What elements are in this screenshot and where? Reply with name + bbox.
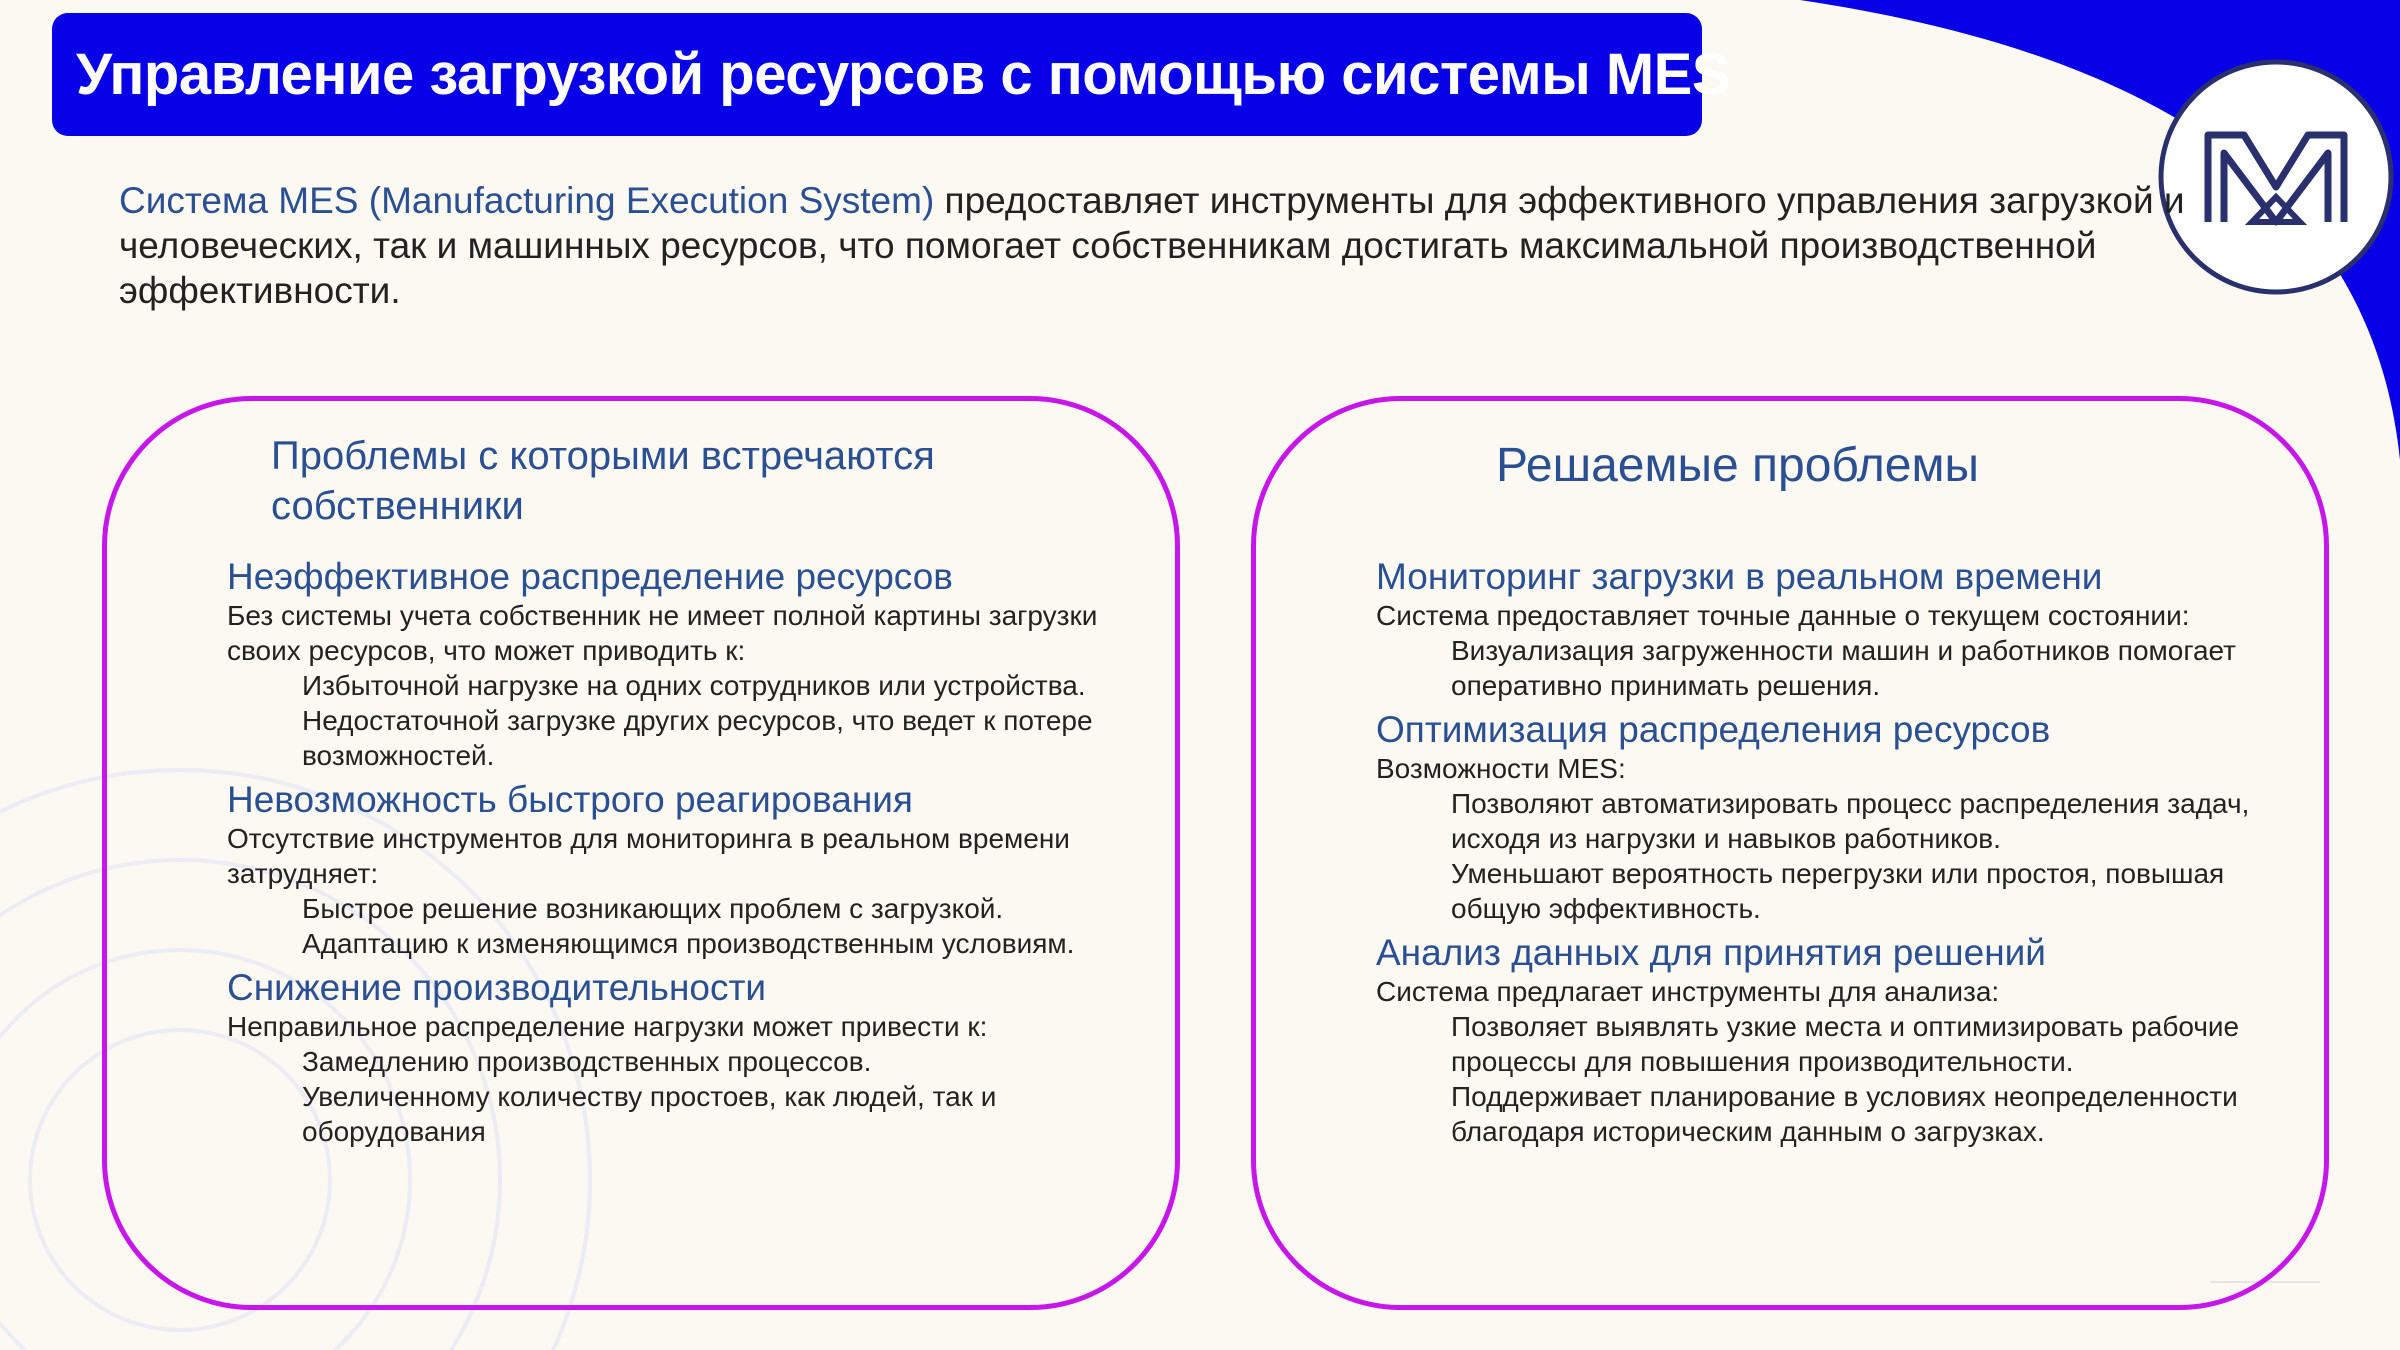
solution-section bbox=[1376, 556, 2296, 703]
section-title: Снижение производительности bbox=[227, 967, 767, 1008]
problem-section bbox=[227, 967, 1147, 1149]
section-body: Система предоставляет точные данные о текущем состоянии: bbox=[1376, 600, 2190, 631]
section-items bbox=[302, 668, 1147, 773]
problem-section bbox=[227, 556, 1147, 773]
list-item: Адаптацию к изменяющимся производственным условиям. bbox=[302, 928, 1075, 959]
section-body: Возможности MES: bbox=[1376, 753, 1626, 784]
list-item: Быстрое решение возникающих проблем с загрузкой. bbox=[302, 893, 1004, 924]
section-items bbox=[302, 891, 1147, 961]
section-body: Неправильное распределение нагрузки может привести к: bbox=[227, 1011, 988, 1042]
intro-paragraph bbox=[119, 178, 2189, 313]
list-item: Избыточной нагрузке на одних сотрудников или устройства. bbox=[302, 670, 1086, 701]
section-items bbox=[1451, 633, 2296, 703]
mv-logo-icon bbox=[2156, 57, 2396, 297]
section-items bbox=[1451, 1009, 2296, 1149]
section-items bbox=[1451, 786, 2296, 926]
list-item: Позволяют автоматизировать процесс распределения задач, исходя из нагрузки и навыков работников. bbox=[1451, 788, 2250, 854]
list-item: Позволяет выявлять узкие места и оптимизировать рабочие процессы для повышения производительности. bbox=[1451, 1011, 2240, 1077]
title-bar bbox=[52, 13, 1731, 136]
section-title: Мониторинг загрузки в реальном времени bbox=[1376, 556, 2103, 597]
list-item: Визуализация загруженности машин и работников помогает оперативно принимать решения. bbox=[1451, 635, 2236, 701]
section-title: Оптимизация распределения ресурсов bbox=[1376, 709, 2051, 750]
list-item: Поддерживает планирование в условиях неопределенности благодаря историческим данным о загрузках. bbox=[1451, 1081, 2238, 1147]
section-items bbox=[302, 1044, 1147, 1149]
section-title: Невозможность быстрого реагирования bbox=[227, 779, 913, 820]
solutions-sections bbox=[1376, 556, 2296, 1149]
list-item: Увеличенному количеству простоев, как людей, так и оборудования bbox=[302, 1081, 997, 1147]
section-body: Система предлагает инструменты для анализа: bbox=[1376, 976, 2000, 1007]
solutions-panel bbox=[1251, 396, 2329, 1310]
list-item: Недостаточной загрузке других ресурсов, что ведет к потере возможностей. bbox=[302, 705, 1093, 771]
problems-heading: Проблемы с которыми встречаются собственники bbox=[271, 434, 935, 528]
intro-highlight: Система MES (Manufacturing Execution System) bbox=[119, 180, 935, 221]
section-body: Без системы учета собственник не имеет полной картины загрузки своих ресурсов, что может приводить к: bbox=[227, 600, 1098, 666]
intro-text: предоставляет инструменты для эффективного управления загрузкой и человеческих, так и машинных ресурсов, что помогает собственникам достигать максимальной производственной эффективности. bbox=[119, 180, 2185, 311]
problems-panel bbox=[102, 396, 1180, 1310]
page-title: Управление загрузкой ресурсов с помощью системы MES bbox=[76, 42, 1731, 107]
problems-sections bbox=[227, 556, 1147, 1149]
solutions-heading: Решаемые проблемы bbox=[1496, 439, 1979, 492]
solution-section bbox=[1376, 709, 2296, 926]
list-item: Замедлению производственных процессов. bbox=[302, 1046, 872, 1077]
section-title: Неэффективное распределение ресурсов bbox=[227, 556, 953, 597]
solution-section bbox=[1376, 932, 2296, 1149]
section-body: Отсутствие инструментов для мониторинга в реальном времени затрудняет: bbox=[227, 823, 1070, 889]
problem-section bbox=[227, 779, 1147, 961]
list-item: Уменьшают вероятность перегрузки или простоя, повышая общую эффективность. bbox=[1451, 858, 2225, 924]
section-title: Анализ данных для принятия решений bbox=[1376, 932, 2046, 973]
